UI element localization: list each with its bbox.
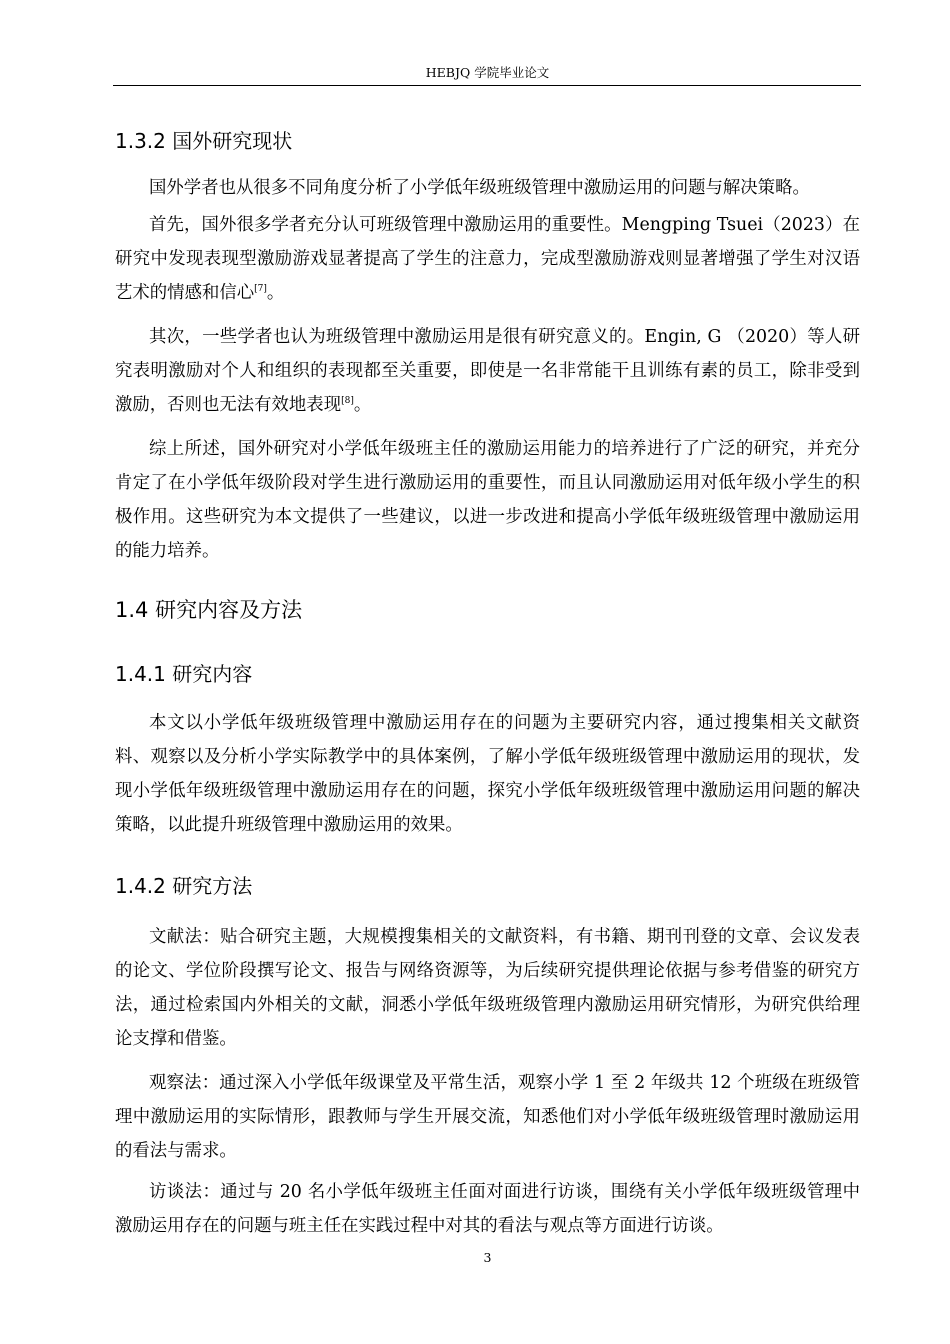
paragraph-text: 其次，一些学者也认为班级管理中激励运用是很有研究意义的。Engin, G （2020）等人研究表明激励对个人和组织的表现都至关重要，即使是一名非常能干且训练有素的员工，除非受到激励，否则也无法有效地表现 [115, 327, 860, 415]
paragraph-foreign-intro: 国外学者也从很多不同角度分析了小学低年级班级管理中激励运用的问题与解决策略。 [149, 178, 810, 198]
paragraph-end: 。 [266, 283, 285, 303]
section-heading-1-4: 1.4 研究内容及方法 [115, 598, 303, 622]
paragraph-research-content: 本文以小学低年级班级管理中激励运用存在的问题为主要研究内容，通过搜集相关文献资料、观察以及分析小学实际教学中的具体案例，了解小学低年级班级管理中激励运用的现状，发现小学低年级班级管理中激励运用存在的问题，探究小学低年级班级管理中激励运用问题的解决策略，以此提升班级管理中激励运用的效果。 [115, 713, 860, 835]
paragraph-observation-method: 观察法：通过深入小学低年级课堂及平常生活，观察小学 1 至 2 年级共 12 个班级在班级管理中激励运用的实际情形，跟教师与学生开展交流，知悉他们对小学低年级班级管理时激励运用的看法与需求。 [115, 1073, 860, 1161]
paragraph-foreign-summary: 综上所述，国外研究对小学低年级班主任的激励运用能力的培养进行了广泛的研究，并充分肯定了在小学低年级阶段对学生进行激励运用的重要性，而且认同激励运用对低年级小学生的积极作用。这些研究为本文提供了一些建议，以进一步改进和提高小学低年级班级管理中激励运用的能力培养。 [115, 439, 860, 561]
paragraph-text: 首先，国外很多学者充分认可班级管理中激励运用的重要性。Mengping Tsuei（2023）在研究中发现表现型激励游戏显著提高了学生的注意力，完成型激励游戏则显著增强了学生对汉语艺术的情感和信心 [115, 215, 860, 303]
section-heading-1-3-2: 1.3.2 国外研究现状 [115, 129, 293, 153]
paragraph-literature-method: 文献法：贴合研究主题，大规模搜集相关的文献资料，有书籍、期刊刊登的文章、会议发表的论文、学位阶段撰写论文、报告与网络资源等，为后续研究提供理论依据与参考借鉴的研究方法，通过检索国内外相关的文献，洞悉小学低年级班级管理内激励运用研究情形，为研究供给理论支撑和借鉴。 [115, 927, 860, 1049]
section-heading-1-4-1: 1.4.1 研究内容 [115, 662, 253, 686]
paragraph-end: 。 [353, 395, 372, 415]
running-header: HEBJQ 学院毕业论文 [425, 65, 550, 80]
citation-ref: [8] [341, 396, 354, 406]
citation-ref: [7] [254, 284, 267, 294]
section-heading-1-4-2: 1.4.2 研究方法 [115, 874, 253, 898]
page-number: 3 [483, 1250, 492, 1265]
paragraph-foreign-first [115, 208, 860, 310]
paragraph-foreign-second [115, 320, 860, 422]
header-rule [113, 85, 861, 86]
paragraph-interview-method: 访谈法：通过与 20 名小学低年级班主任面对面进行访谈，围绕有关小学低年级班级管理中激励运用存在的问题与班主任在实践过程中对其的看法与观点等方面进行访谈。 [115, 1182, 860, 1236]
